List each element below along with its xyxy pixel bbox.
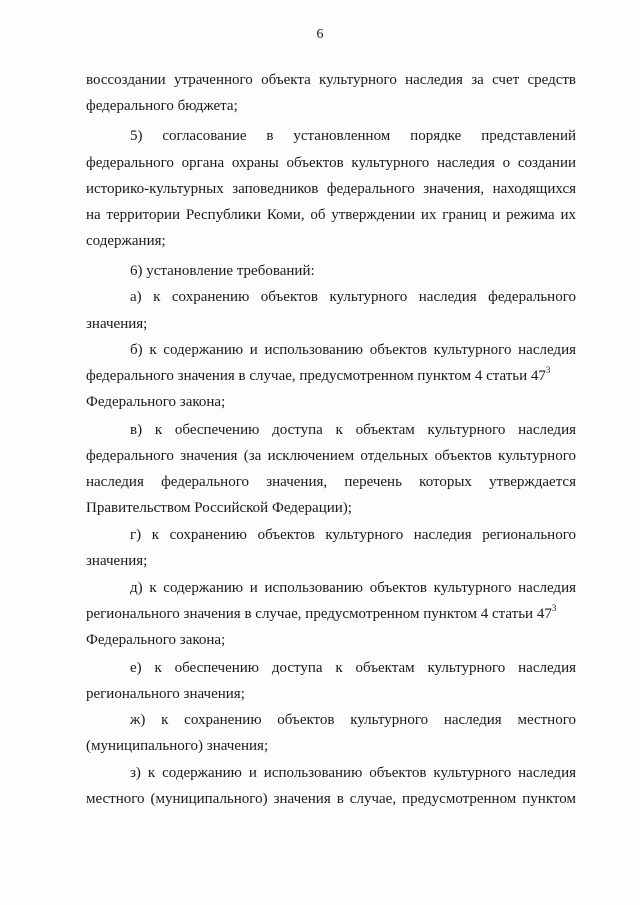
text-line: наследия федерального значения, перечень которых утверждается <box>86 474 576 490</box>
text-line: воссоздании утраченного объекта культурного наследия за счет средств <box>86 72 576 88</box>
text-line: на территории Республики Коми, об утверждении их границ и режима их <box>86 207 576 223</box>
text-line: регионального значения; <box>86 686 245 702</box>
text-line: 5) согласование в установленном порядке представлений <box>130 128 576 144</box>
text-line: д) к содержанию и использованию объектов культурного наследия <box>130 580 576 596</box>
text-line: з) к содержанию и использованию объектов культурного наследия <box>130 765 576 781</box>
text-line-with-sup <box>86 603 576 623</box>
article-superscript: 3 <box>551 603 557 613</box>
page-number: 6 <box>316 27 324 42</box>
text-line: Федерального закона; <box>86 632 226 648</box>
text-line: федерального значения в случае, предусмотренном пунктом 4 статьи 47 <box>86 368 546 384</box>
text-line: Федерального закона; <box>86 394 226 410</box>
text-line: е) к обеспечению доступа к объектам культурного наследия <box>130 660 576 676</box>
text-line-with-sup <box>86 365 576 385</box>
text-line: значения; <box>86 553 148 569</box>
text-line: регионального значения в случае, предусмотренном пунктом 4 статьи 47 <box>86 606 552 622</box>
article-superscript: 3 <box>545 365 551 375</box>
text-line: историко-культурных заповедников федерального значения, находящихся <box>86 181 576 197</box>
text-line: в) к обеспечению доступа к объектам культурного наследия <box>130 422 576 438</box>
text-line: содержания; <box>86 233 166 249</box>
text-line: федерального органа охраны объектов культурного наследия о создании <box>86 155 576 171</box>
text-line: значения; <box>86 316 148 332</box>
text-line: федерального бюджета; <box>86 98 238 114</box>
text-line: местного (муниципального) значения в случае, предусмотренном пунктом <box>86 791 576 807</box>
text-line: г) к сохранению объектов культурного наследия регионального <box>130 527 576 543</box>
text-line: 6) установление требований: <box>130 263 315 279</box>
text-line: б) к содержанию и использованию объектов культурного наследия <box>130 342 576 358</box>
text-line: (муниципального) значения; <box>86 738 269 754</box>
text-line: а) к сохранению объектов культурного наследия федерального <box>130 289 576 305</box>
text-line: ж) к сохранению объектов культурного наследия местного <box>130 712 576 728</box>
text-line: федерального значения (за исключением отдельных объектов культурного <box>86 448 576 464</box>
text-line: Правительством Российской Федерации); <box>86 500 352 516</box>
